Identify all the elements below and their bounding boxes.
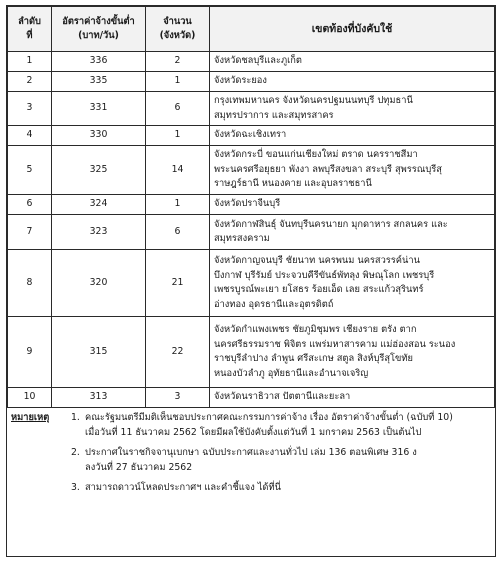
row-number: 2	[8, 72, 52, 92]
table-row	[8, 317, 495, 388]
table-row	[8, 126, 495, 146]
notes-section	[7, 408, 495, 496]
table-row	[8, 52, 495, 72]
header-rate: อัตราค่าจ้างขั้นต่ำ (บาท/วัน)	[52, 7, 146, 52]
row-rate: 315	[52, 317, 146, 388]
row-count: 6	[146, 92, 210, 126]
note-number: 2.	[71, 447, 80, 458]
row-number: 5	[8, 146, 52, 195]
row-rate: 323	[52, 215, 146, 250]
row-count: 22	[146, 317, 210, 388]
row-rate: 324	[52, 195, 146, 215]
note-item	[71, 481, 491, 496]
row-area: จังหวัดฉะเชิงเทรา	[210, 126, 495, 146]
row-area: จังหวัดปราจีนบุรี	[210, 195, 495, 215]
note-text: ประกาศในราชกิจจานุเบกษา ฉบับประกาศและงานทั่วไป เล่ม 136 ตอนพิเศษ 316 ง ลงวันที่ 27 ธันวาคม 2562	[85, 447, 417, 473]
note-download-link[interactable]: สามารถดาวน์โหลดประกาศฯ และคำชี้แจง ได้ที่นี่	[85, 482, 281, 493]
row-rate: 336	[52, 52, 146, 72]
row-number: 9	[8, 317, 52, 388]
row-area: จังหวัดระยอง	[210, 72, 495, 92]
table-header-row	[8, 7, 495, 52]
row-count: 1	[146, 72, 210, 92]
row-area: จังหวัดกระบี่ ขอนแก่นเชียงใหม่ ตราด นครราชสีมา พระนครศรีอยุธยา พังงา ลพบุรีสงขลา สระบุรี สุพรรณบุรีสุ ราษฎร์ธานี หนองคาย และอุบลราชธานี	[210, 146, 495, 195]
note-text: คณะรัฐมนตรีมีมติเห็นชอบประกาศคณะกรรมการค่าจ้าง เรื่อง อัตราค่าจ้างขั้นต่ำ (ฉบับที่ 10) เมื่อวันที่ 11 ธันวาคม 2562 โดยมีผลใช้บังคับตั้งแต่วันที่ 1 มกราคม 2563 เป็นต้นไป	[85, 412, 453, 438]
row-number: 7	[8, 215, 52, 250]
row-count: 1	[146, 126, 210, 146]
row-count: 3	[146, 388, 210, 408]
table-row	[8, 195, 495, 215]
note-number: 1.	[71, 412, 80, 423]
row-rate: 320	[52, 250, 146, 317]
row-rate: 335	[52, 72, 146, 92]
table-row	[8, 146, 495, 195]
row-rate: 330	[52, 126, 146, 146]
row-area: จังหวัดกำแพงเพชร ชัยภูมิชุมพร เชียงราย ตรัง ตาก นครศรีธรรมราช พิจิตร แพร่มหาสารคาม แม่ฮ่องสอน ระนอง ราชบุรีลำปาง ลำพูน ศรีสะเกษ สตูล สิงห์บุรีสุโขทัย หนองบัวลำภู อุทัยธานีและอำนาจเจริญ	[210, 317, 495, 388]
row-area: จังหวัดกาญจนบุรี ชัยนาท นครพนม นครสวรรค์น่าน บึงกาฬ บุรีรัมย์ ประจวบคีรีขันธ์พัทลุง พิษณุโลก เพชรบุรี เพชรบูรณ์พะเยา ยโสธร ร้อยเอ็ด เลย สระแก้วสุรินทร์ อ่างทอง อุดรธานีและอุตรดิตถ์	[210, 250, 495, 317]
row-rate: 313	[52, 388, 146, 408]
table-row	[8, 250, 495, 317]
notes-list	[11, 411, 491, 496]
row-rate: 331	[52, 92, 146, 126]
notes-label: หมายเหตุ	[11, 412, 50, 423]
row-area: จังหวัดนราธิวาส ปัตตานีและยะลา	[210, 388, 495, 408]
row-area: กรุงเทพมหานคร จังหวัดนครปฐมนนทบุรี ปทุมธานี สมุทรปราการ และสมุทรสาคร	[210, 92, 495, 126]
row-rate: 325	[52, 146, 146, 195]
header-order: ลำดับ ที่	[8, 7, 52, 52]
row-count: 1	[146, 195, 210, 215]
note-number: 3.	[71, 482, 80, 493]
table-row	[8, 215, 495, 250]
table-row	[8, 72, 495, 92]
row-number: 4	[8, 126, 52, 146]
table-row	[8, 388, 495, 408]
row-number: 10	[8, 388, 52, 408]
row-count: 6	[146, 215, 210, 250]
note-item	[71, 411, 491, 440]
minimum-wage-table	[7, 6, 495, 408]
row-number: 6	[8, 195, 52, 215]
row-count: 14	[146, 146, 210, 195]
row-area: จังหวัดชลบุรีและภูเก็ต	[210, 52, 495, 72]
row-area: จังหวัดกาฬสินธุ์ จันทบุรีนครนายก มุกดาหาร สกลนคร และ สมุทรสงคราม	[210, 215, 495, 250]
note-item	[71, 446, 491, 475]
row-count: 2	[146, 52, 210, 72]
row-count: 21	[146, 250, 210, 317]
row-number: 3	[8, 92, 52, 126]
table-row	[8, 92, 495, 126]
row-number: 8	[8, 250, 52, 317]
header-area: เขตท้องที่บังคับใช้	[210, 7, 495, 52]
wage-table-document	[6, 5, 496, 557]
header-count: จำนวน (จังหวัด)	[146, 7, 210, 52]
row-number: 1	[8, 52, 52, 72]
